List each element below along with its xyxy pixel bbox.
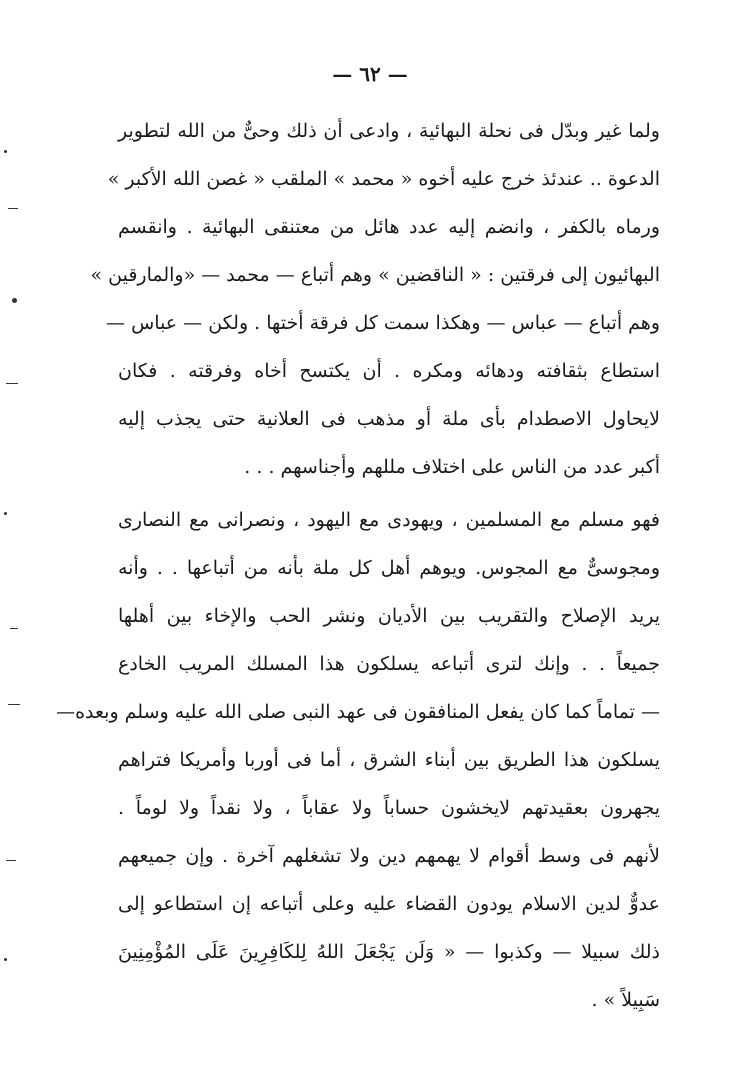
page-number: — ٦٢ —: [332, 62, 408, 86]
scan-mark: [12, 298, 17, 303]
paragraph-2: [56, 496, 661, 1024]
text-line: سَبِيلاً » .: [591, 989, 660, 1011]
paragraph-1: [90, 107, 660, 491]
text-line: لأنهم فى وسط أقوام لا يهمهم دين ولا تشغلهم آخرة . وإن جميعهم: [118, 845, 660, 867]
text-line: ولما غير وبدّل فى نحلة البهائية ، وادعى أن ذلك وحىٌّ من الله لتطوير: [118, 120, 660, 142]
text-line: ومجوسىٌّ مع المجوس. ويوهم أهل كل ملة بأنه من أتباعها . . وأنه: [118, 557, 660, 579]
text-line: يجهرون بعقيدتهم لايخشون حساباً ولا عقاباً ، ولا نقداً ولا لوماً .: [118, 797, 660, 819]
text-line: فهو مسلم مع المسلمين ، ويهودى مع اليهود ، ونصرانى مع النصارى: [118, 509, 660, 531]
scan-mark: [4, 150, 7, 153]
scan-mark: [8, 704, 20, 705]
text-line: يسلكون هذا الطريق بين أبناء الشرق ، أما فى أوربا وأمريكا فتراهم: [118, 749, 660, 771]
text-line: الدعوة .. عندئذ خرج عليه أخوه « محمد » الملقب « غصن الله الأكبر »: [107, 168, 660, 190]
text-line: لايحاول الاصطدام بأى ملة أو مذهب فى العلانية حتى يجذب إليه: [118, 408, 660, 430]
text-line: ذلك سبيلا — وكذبوا — « وَلَن يَجْعَلَ اللهُ لِلكَافِرِينَ عَلَى المُؤْمِنِينَ: [118, 941, 660, 963]
scan-mark: [4, 512, 7, 515]
scan-mark: [10, 628, 18, 629]
text-line: — تماماً كما كان يفعل المنافقون فى عهد النبى صلى الله عليه وسلم وبعده—: [56, 701, 660, 723]
text-line: البهائيون إلى فرقتين : « الناقضين » وهم أتباع — محمد — «والمارقين »: [90, 264, 660, 286]
text-line: جميعاً . . وإنك لترى أتباعه يسلكون هذا المسلك المريب الخادع: [118, 653, 660, 675]
text-line: استطاع بثقافته ودهائه ومكره . أن يكتسح أخاه وفرقته . فكان: [118, 360, 660, 382]
scan-mark: [8, 208, 18, 209]
scan-mark: [6, 383, 18, 384]
scan-mark: [6, 860, 16, 861]
text-line: عدوٌّ لدين الاسلام يودون القضاء عليه وعلى أتباعه إن استطاعو إلى: [118, 893, 660, 915]
text-line: وهم أتباع — عباس — وهكذا سمت كل فرقة أختها . ولكن — عباس —: [106, 312, 660, 334]
text-line: أكبر عدد من الناس على اختلاف مللهم وأجناسهم . . .: [244, 456, 660, 478]
text-line: يريد الإصلاح والتقريب بين الأديان ونشر الحب والإخاء بين أهلها: [118, 605, 661, 627]
scan-mark: [4, 958, 7, 961]
text-line: ورماه بالكفر ، وانضم إليه عدد هائل من معتنقى البهائية . وانقسم: [118, 216, 660, 238]
